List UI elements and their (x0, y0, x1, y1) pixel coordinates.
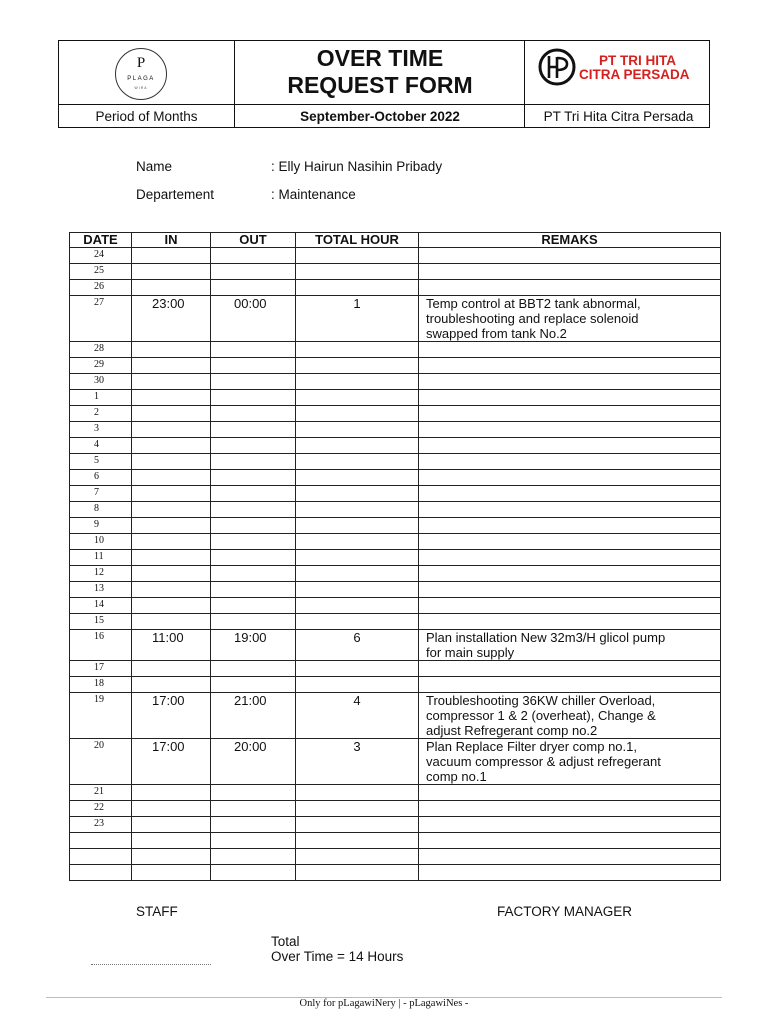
table-row (70, 342, 721, 358)
date-cell: 23 (70, 817, 132, 833)
total-hour-cell (296, 502, 419, 518)
out-cell (211, 550, 296, 566)
column-header-remarks: REMAKS (419, 233, 721, 248)
total-overtime (271, 934, 403, 964)
date-cell: 9 (70, 518, 132, 534)
date-cell: 16 (70, 630, 132, 661)
total-hour-cell (296, 550, 419, 566)
table-row (70, 534, 721, 550)
out-cell (211, 534, 296, 550)
table-row (70, 739, 721, 785)
out-cell (211, 374, 296, 390)
in-cell: 11:00 (132, 630, 211, 661)
in-cell (132, 264, 211, 280)
remarks-cell: Temp control at BBT2 tank abnormal, troubleshooting and replace solenoid swapped from tank No.2 (419, 296, 721, 342)
date-cell: 6 (70, 470, 132, 486)
total-hour-cell (296, 422, 419, 438)
table-row (70, 693, 721, 739)
total-hour-cell (296, 470, 419, 486)
table-row (70, 566, 721, 582)
remarks-cell (419, 566, 721, 582)
remarks-cell (419, 406, 721, 422)
name-label: Name (136, 159, 173, 174)
table-header-row (70, 233, 721, 248)
date-cell: 18 (70, 677, 132, 693)
total-hour-cell (296, 801, 419, 817)
in-cell (132, 518, 211, 534)
date-cell: 29 (70, 358, 132, 374)
date-cell: 24 (70, 248, 132, 264)
date-cell: 25 (70, 264, 132, 280)
total-hour-cell (296, 661, 419, 677)
out-cell (211, 342, 296, 358)
total-hour-cell (296, 454, 419, 470)
in-cell (132, 865, 211, 881)
remarks-cell (419, 454, 721, 470)
out-cell (211, 801, 296, 817)
date-cell (70, 865, 132, 881)
period-label: Period of Months (95, 109, 198, 124)
date-cell (70, 833, 132, 849)
table-row (70, 470, 721, 486)
in-cell (132, 438, 211, 454)
total-hour-cell (296, 582, 419, 598)
in-cell (132, 280, 211, 296)
in-cell (132, 566, 211, 582)
in-cell (132, 598, 211, 614)
in-cell (132, 550, 211, 566)
total-hour-cell: 3 (296, 739, 419, 785)
total-hour-cell: 4 (296, 693, 419, 739)
remarks-cell (419, 534, 721, 550)
remarks-cell (419, 280, 721, 296)
total-hour-cell (296, 566, 419, 582)
total-hour-cell (296, 677, 419, 693)
out-cell (211, 785, 296, 801)
factory-manager-label: FACTORY MANAGER (497, 904, 633, 919)
date-cell: 21 (70, 785, 132, 801)
department-label: Departement (136, 187, 215, 202)
remarks-cell: Troubleshooting 36KW chiller Overload, compressor 1 & 2 (overheat), Change & adjust Refregerant comp no.2 (419, 693, 721, 739)
in-cell (132, 785, 211, 801)
in-cell (132, 470, 211, 486)
in-cell (132, 248, 211, 264)
remarks-cell (419, 248, 721, 264)
table-row (70, 486, 721, 502)
out-cell (211, 470, 296, 486)
table-row (70, 438, 721, 454)
date-cell: 2 (70, 406, 132, 422)
in-cell (132, 801, 211, 817)
table-row (70, 817, 721, 833)
remarks-cell (419, 502, 721, 518)
out-cell (211, 486, 296, 502)
table-row (70, 248, 721, 264)
remarks-cell (419, 390, 721, 406)
date-cell: 3 (70, 422, 132, 438)
out-cell: 20:00 (211, 739, 296, 785)
date-cell: 5 (70, 454, 132, 470)
total-hour-cell (296, 280, 419, 296)
remarks-cell (419, 486, 721, 502)
table-row (70, 374, 721, 390)
date-cell: 26 (70, 280, 132, 296)
table-row (70, 406, 721, 422)
out-cell: 00:00 (211, 296, 296, 342)
table-row (70, 801, 721, 817)
footer-text: Only for pLagawiNery | - pLagawiNes - (299, 998, 469, 1009)
remarks-cell (419, 422, 721, 438)
date-cell: 13 (70, 582, 132, 598)
table-row (70, 358, 721, 374)
in-cell (132, 614, 211, 630)
total-hour-cell (296, 785, 419, 801)
out-cell (211, 614, 296, 630)
remarks-cell (419, 833, 721, 849)
date-cell: 30 (70, 374, 132, 390)
table-row (70, 677, 721, 693)
overtime-table (69, 232, 721, 881)
out-cell (211, 502, 296, 518)
in-cell (132, 342, 211, 358)
total-hour-cell (296, 486, 419, 502)
in-cell (132, 661, 211, 677)
date-cell: 10 (70, 534, 132, 550)
table-row (70, 296, 721, 342)
column-header-date: DATE (70, 233, 132, 248)
table-row (70, 614, 721, 630)
total-hour-cell (296, 358, 419, 374)
table-row (70, 280, 721, 296)
remarks-cell (419, 470, 721, 486)
total-hour-cell (296, 248, 419, 264)
out-cell (211, 849, 296, 865)
remarks-cell (419, 264, 721, 280)
table-row (70, 502, 721, 518)
date-cell: 1 (70, 390, 132, 406)
date-cell: 4 (70, 438, 132, 454)
total-hour-cell (296, 518, 419, 534)
date-cell: 11 (70, 550, 132, 566)
in-cell (132, 677, 211, 693)
out-cell: 21:00 (211, 693, 296, 739)
form-header (58, 40, 710, 128)
plaga-logo-mark: P (136, 55, 146, 71)
date-cell: 17 (70, 661, 132, 677)
out-cell (211, 598, 296, 614)
header-divider (59, 104, 709, 105)
column-header-total-hour: TOTAL HOUR (296, 233, 419, 248)
date-cell: 20 (70, 739, 132, 785)
out-cell: 19:00 (211, 630, 296, 661)
out-cell (211, 582, 296, 598)
plaga-logo (115, 48, 167, 100)
date-cell: 15 (70, 614, 132, 630)
total-value: Over Time = 14 Hours (271, 949, 404, 964)
in-cell (132, 406, 211, 422)
column-header-in: IN (132, 233, 211, 248)
in-cell (132, 849, 211, 865)
date-cell: 14 (70, 598, 132, 614)
name-value: : Elly Hairun Nasihin Pribady (271, 159, 443, 174)
table-row (70, 518, 721, 534)
total-hour-cell (296, 849, 419, 865)
table-row (70, 264, 721, 280)
out-cell (211, 833, 296, 849)
remarks-cell (419, 374, 721, 390)
out-cell (211, 280, 296, 296)
out-cell (211, 865, 296, 881)
total-hour-cell: 6 (296, 630, 419, 661)
table-row (70, 865, 721, 881)
out-cell (211, 566, 296, 582)
in-cell (132, 358, 211, 374)
total-hour-cell: 1 (296, 296, 419, 342)
total-hour-cell (296, 598, 419, 614)
table-row (70, 454, 721, 470)
remarks-cell: Plan installation New 32m3/H glicol pump for main supply (419, 630, 721, 661)
in-cell (132, 502, 211, 518)
remarks-cell (419, 518, 721, 534)
company-logo-icon (537, 47, 577, 87)
company-logo-text (579, 54, 709, 82)
remarks-cell (419, 785, 721, 801)
in-cell (132, 422, 211, 438)
total-hour-cell (296, 865, 419, 881)
out-cell (211, 390, 296, 406)
table-row (70, 582, 721, 598)
remarks-cell (419, 342, 721, 358)
remarks-cell (419, 801, 721, 817)
out-cell (211, 422, 296, 438)
remarks-cell (419, 677, 721, 693)
remarks-cell (419, 598, 721, 614)
table-row (70, 785, 721, 801)
table-row (70, 661, 721, 677)
out-cell (211, 264, 296, 280)
date-cell: 8 (70, 502, 132, 518)
department-value: : Maintenance (271, 187, 356, 202)
total-hour-cell (296, 833, 419, 849)
out-cell (211, 661, 296, 677)
in-cell (132, 390, 211, 406)
table-row (70, 390, 721, 406)
total-hour-cell (296, 374, 419, 390)
total-hour-cell (296, 342, 419, 358)
out-cell (211, 677, 296, 693)
remarks-cell (419, 438, 721, 454)
date-cell: 7 (70, 486, 132, 502)
remarks-cell: Plan Replace Filter dryer comp no.1, vacuum compressor & adjust refregerant comp no.1 (419, 739, 721, 785)
company-name: PT Tri Hita Citra Persada (543, 109, 694, 124)
table-row (70, 422, 721, 438)
out-cell (211, 817, 296, 833)
form-title-line1: OVER TIME (316, 45, 444, 71)
column-header-out: OUT (211, 233, 296, 248)
in-cell (132, 486, 211, 502)
remarks-cell (419, 865, 721, 881)
remarks-cell (419, 849, 721, 865)
remarks-cell (419, 550, 721, 566)
table-row (70, 630, 721, 661)
form-title-line2: REQUEST FORM (287, 72, 473, 98)
date-cell: 22 (70, 801, 132, 817)
total-label: Total (271, 934, 300, 949)
out-cell (211, 438, 296, 454)
company-logo-line2: CITRA PERSADA (579, 67, 690, 82)
staff-label: STAFF (136, 904, 178, 919)
out-cell (211, 358, 296, 374)
in-cell: 17:00 (132, 693, 211, 739)
plaga-logo-word: PLAGA (127, 76, 155, 82)
total-hour-cell (296, 264, 419, 280)
remarks-cell (419, 614, 721, 630)
company-logo-line1: PT TRI HITA (599, 53, 676, 68)
in-cell (132, 582, 211, 598)
out-cell (211, 518, 296, 534)
in-cell (132, 534, 211, 550)
total-hour-cell (296, 406, 419, 422)
total-hour-cell (296, 438, 419, 454)
date-cell: 12 (70, 566, 132, 582)
date-cell: 28 (70, 342, 132, 358)
staff-signature-line (91, 964, 211, 965)
remarks-cell (419, 661, 721, 677)
out-cell (211, 454, 296, 470)
in-cell (132, 374, 211, 390)
total-hour-cell (296, 390, 419, 406)
table-row (70, 550, 721, 566)
date-cell: 27 (70, 296, 132, 342)
plaga-logo-sub: WIRA (134, 86, 148, 90)
in-cell (132, 817, 211, 833)
remarks-cell (419, 358, 721, 374)
form-title (235, 45, 525, 99)
table-row (70, 849, 721, 865)
in-cell (132, 454, 211, 470)
remarks-cell (419, 817, 721, 833)
date-cell: 19 (70, 693, 132, 739)
date-cell (70, 849, 132, 865)
total-hour-cell (296, 817, 419, 833)
in-cell: 17:00 (132, 739, 211, 785)
total-hour-cell (296, 534, 419, 550)
remarks-cell (419, 582, 721, 598)
in-cell (132, 833, 211, 849)
out-cell (211, 406, 296, 422)
total-hour-cell (296, 614, 419, 630)
out-cell (211, 248, 296, 264)
table-row (70, 598, 721, 614)
in-cell: 23:00 (132, 296, 211, 342)
table-row (70, 833, 721, 849)
period-value: September-October 2022 (300, 109, 460, 124)
